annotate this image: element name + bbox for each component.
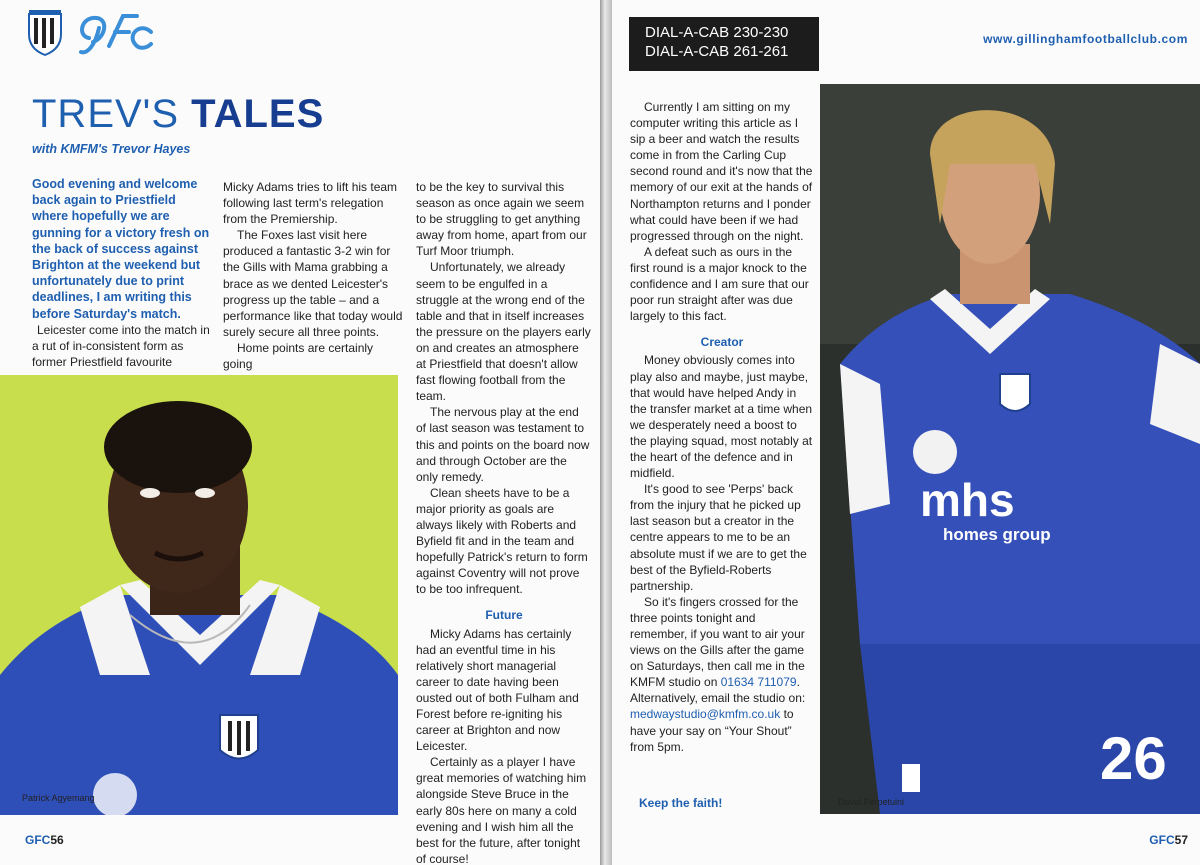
subheading-creator: Creator [700, 335, 744, 350]
dial-a-cab-advert [629, 17, 819, 71]
sign-off: Keep the faith! [639, 796, 723, 810]
paragraph: Home points are certainly going [223, 340, 374, 372]
right-column [630, 99, 814, 755]
shirt-sponsor-sub: homes group [943, 525, 1051, 544]
article-title [32, 92, 324, 137]
text-span: So it's fingers crossed for the three points tonight and remember, if you want to air your views on the Gills after the game on Saturdays, then call me in the KMFM studio on [630, 594, 805, 690]
photo-caption: David Perpetuini [838, 797, 905, 807]
paragraph: Micky Adams has certainly had an eventful time in his relatively short managerial career to date having been ousted out of both Fulham and Forest before re-igniting his career at Brighton and now Leicester. [416, 626, 579, 754]
paragraph [630, 594, 814, 755]
paragraph: The Foxes last visit here produced a fantastic 3-2 win for the Gills with Mama grabbing a brace as we dented Leicester's progress up the table – and a performance like that today would surely secure all three points. [223, 228, 403, 339]
column-3 [416, 179, 592, 865]
page-number [25, 833, 64, 847]
paragraph: A defeat such as ours in the first round is a major knock to the confidence and I am sure that our poor run straight after was due largely to this fact. [630, 244, 809, 324]
paragraph: It's good to see 'Perps' back from the injury that he picked up last season but a creator in the centre appears to me to be an absolute must if we are to get the best of the Byfield-Roberts partnership. [630, 482, 807, 593]
page-number [1149, 833, 1188, 847]
title-part-1: TREV'S [32, 92, 179, 136]
studio-email: medwaystudio@kmfm.co.uk [630, 707, 781, 722]
paragraph: Currently I am sitting on my computer writing this article as I sip a beer and watch the results come in from the Carling Cup second round and it's now that the memory of our exit at the hands of Northampton returns and I ponder what could have been if we had progressed through on the night. [630, 100, 813, 243]
paragraph: Micky Adams tries to lift his team following last term's relegation from the Premiership. [223, 180, 398, 227]
subheading-future: Future [485, 608, 523, 623]
paragraph: The nervous play at the end of last season was testament to this and points on the board now and through October are the only remedy. [416, 405, 590, 484]
cab-line-2: DIAL-A-CAB 261-261 [645, 43, 789, 60]
paragraph: Clean sheets have to be a major priority as goals are always likely with Roberts and Byfield fit and in the team and hopefully Patrick's return to form against Coventry will not prove to be too infrequent. [416, 485, 588, 597]
column-2 [223, 179, 403, 372]
club-website-url: www.gillinghamfootballclub.com [983, 32, 1188, 46]
player-portrait-icon [0, 375, 398, 815]
cab-line-1: DIAL-A-CAB 230-230 [645, 24, 789, 41]
folio-number: 56 [50, 833, 64, 847]
paragraph: Certainly as a player I have great memories of watching him alongside Steve Bruce in the early 80s here on many a cold evening and I wish him all the best for the future, after tonight of course! [416, 755, 587, 865]
player-photo-david-perpetuini [820, 84, 1200, 814]
paragraph: Unfortunately, we already seem to be engulfed in a struggle at the wrong end of the table and that in itself increases the pressure on the players early on and creates an atmosphere at Priestfield that doesn't allow fast flowing football from the team. [416, 260, 591, 404]
title-part-2: TALES [191, 92, 325, 136]
byline: with KMFM's Trevor Hayes [32, 142, 191, 156]
gfc-logo-icon [75, 8, 155, 58]
text-span: . Alternatively, email the studio on: [630, 675, 806, 706]
shirt-number: 26 [1100, 725, 1167, 792]
folio-number: 57 [1174, 833, 1188, 847]
shirt-sponsor-main: mhs [920, 474, 1015, 526]
folio-prefix: GFC [25, 833, 51, 847]
studio-phone: 01634 711079 [720, 675, 797, 690]
photo-caption: Patrick Agyemang [22, 793, 95, 803]
page-gutter [600, 0, 612, 865]
paragraph: Leicester come into the match in a rut of in-consistent form as former Priestfield favourite [32, 322, 210, 370]
right-page [612, 0, 1200, 865]
intro-paragraph: Good evening and welcome back again to Priestfield where hopefully we are gunning for a victory fresh on the back of success against Brighton at the weekend but unfortunately due to print deadlines, I am writing this before Saturday's match. [32, 177, 210, 321]
club-crest-icon [25, 8, 65, 56]
column-1 [32, 176, 210, 370]
text-span: to have your say on “Your Shout” from 5pm. [630, 707, 794, 754]
player-action-photo-icon [820, 84, 1200, 814]
player-photo-patrick-agyemang [0, 375, 398, 815]
paragraph: to be the key to survival this season as once again we seem to be struggling to get anything away from home, apart from our Turf Moor triumph. [416, 180, 587, 259]
folio-prefix: GFC [1149, 833, 1175, 847]
paragraph: Money obviously comes into play also and maybe, just maybe, that would have helped Andy in the transfer market at a time when we desperately need a boost to the playing squad, most notably at the heart of the defence and in midfield. [630, 353, 813, 481]
